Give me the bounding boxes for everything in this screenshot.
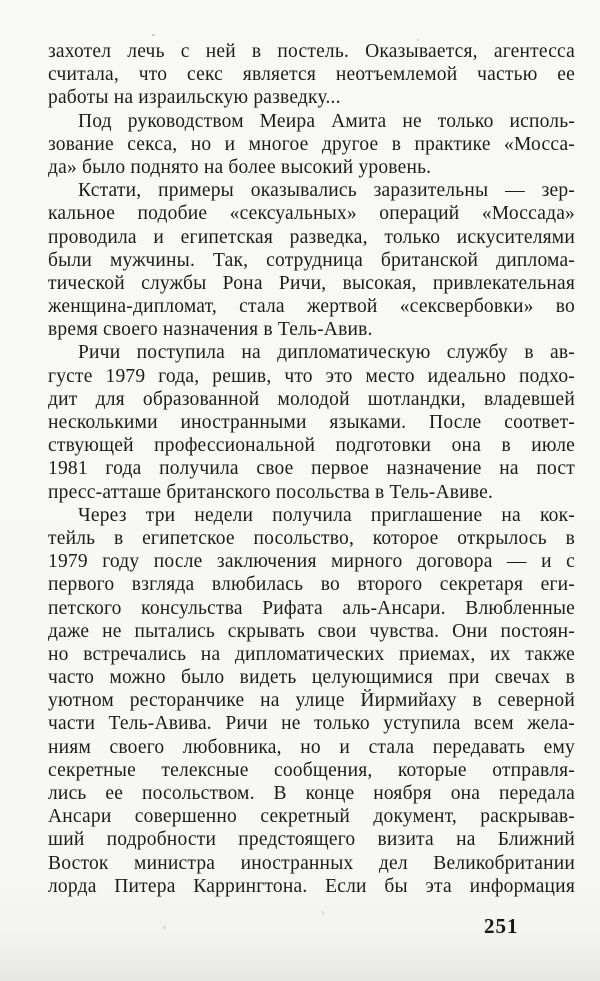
text-line: были мужчины. Так, сотрудница британской диплома- [48,249,575,271]
text-line: ствующей профессиональной подготовки она в июле [48,435,575,457]
text-line: лись ее посольством. В конце ноября она передала [48,783,575,804]
text-line: проводила и египетская разведка, только искусителями [48,226,575,248]
text-line: считала, что секс является неотъемлемой частью ее [48,64,575,86]
text-line: 1981 года получила свое первое назначение на пост [48,458,575,480]
text-line: несколькими иностранными языками. После соответ- [48,412,575,433]
text-line: дит для образованной молодой шотландки, владевшей [48,388,575,410]
text-line: Ричи поступила на дипломатическую службу в ав- [78,342,575,364]
text-line: Через три недели получила приглашение на кок- [78,504,575,526]
text-line: часто можно было видеть целующимися при свечах в [48,667,575,689]
scan-artifact [417,39,419,41]
text-line: лорда Питера Каррингтона. Если бы эта информация [48,875,575,897]
text-line: Под руководством Меира Амита не только исполь- [78,110,575,132]
text-line: Ансари совершенно секретный документ, раскрывав- [48,806,575,828]
text-line: секретные телексные сообщения, которые отправля- [48,759,575,781]
text-line: первого взгляда влюбилась во второго секретаря еги- [48,574,575,596]
text-line: густе 1979 года, решив, что это место идеально подхо- [48,365,575,387]
text-line: время своего назначения в Тель-Авив. [48,319,373,341]
text-line: зование секса, но и многое другое в практике «Мосса- [48,133,575,155]
text-line: 1979 году после заключения мирного договора — и с [48,551,575,573]
text-line: петского консульства Рифата аль-Ансари. Влюбленные [48,597,575,619]
page-number: 251 [484,914,519,938]
text-line: женщина-дипломат, стала жертвой «сексвербовки» во [48,296,575,318]
text-line: но встречались на дипломатических приемах, их также [48,643,575,665]
text-line: тической службы Рона Ричи, высокая, привлекательная [48,272,575,294]
scan-artifact [152,34,155,36]
text-line: уютном ресторанчике на улице Йирмийаху в северной [48,690,575,712]
scan-artifact [163,926,166,929]
scan-artifact [322,911,324,915]
text-line: захотел лечь с ней в постель. Оказывается, агентесса [48,41,575,62]
text-line: Восток министра иностранных дел Великобритании [48,852,575,874]
text-line: кальное подобие «сексуальных» операций «Моссада» [48,203,575,225]
text-line: даже не пытались скрывать свои чувства. Они постоян- [48,620,575,642]
text-line: пресс-атташе британского посольства в Тель-Авиве. [48,481,494,503]
text-line: Кстати, примеры оказывались заразительны — зер- [78,180,575,202]
body-text [48,40,575,898]
text-line: работы на израильскую разведку... [48,87,341,109]
text-line: части Тель-Авива. Ричи не только уступила всем жела- [48,713,575,735]
text-line: да» было поднято на более высокий уровень. [48,156,432,178]
text-line: ниям своего любовника, но и стала передавать ему [48,736,575,758]
text-line: тейль в египетское посольство, которое открылось в [48,527,575,549]
text-line: ший подробности предстоящего визита на Ближний [48,829,575,851]
